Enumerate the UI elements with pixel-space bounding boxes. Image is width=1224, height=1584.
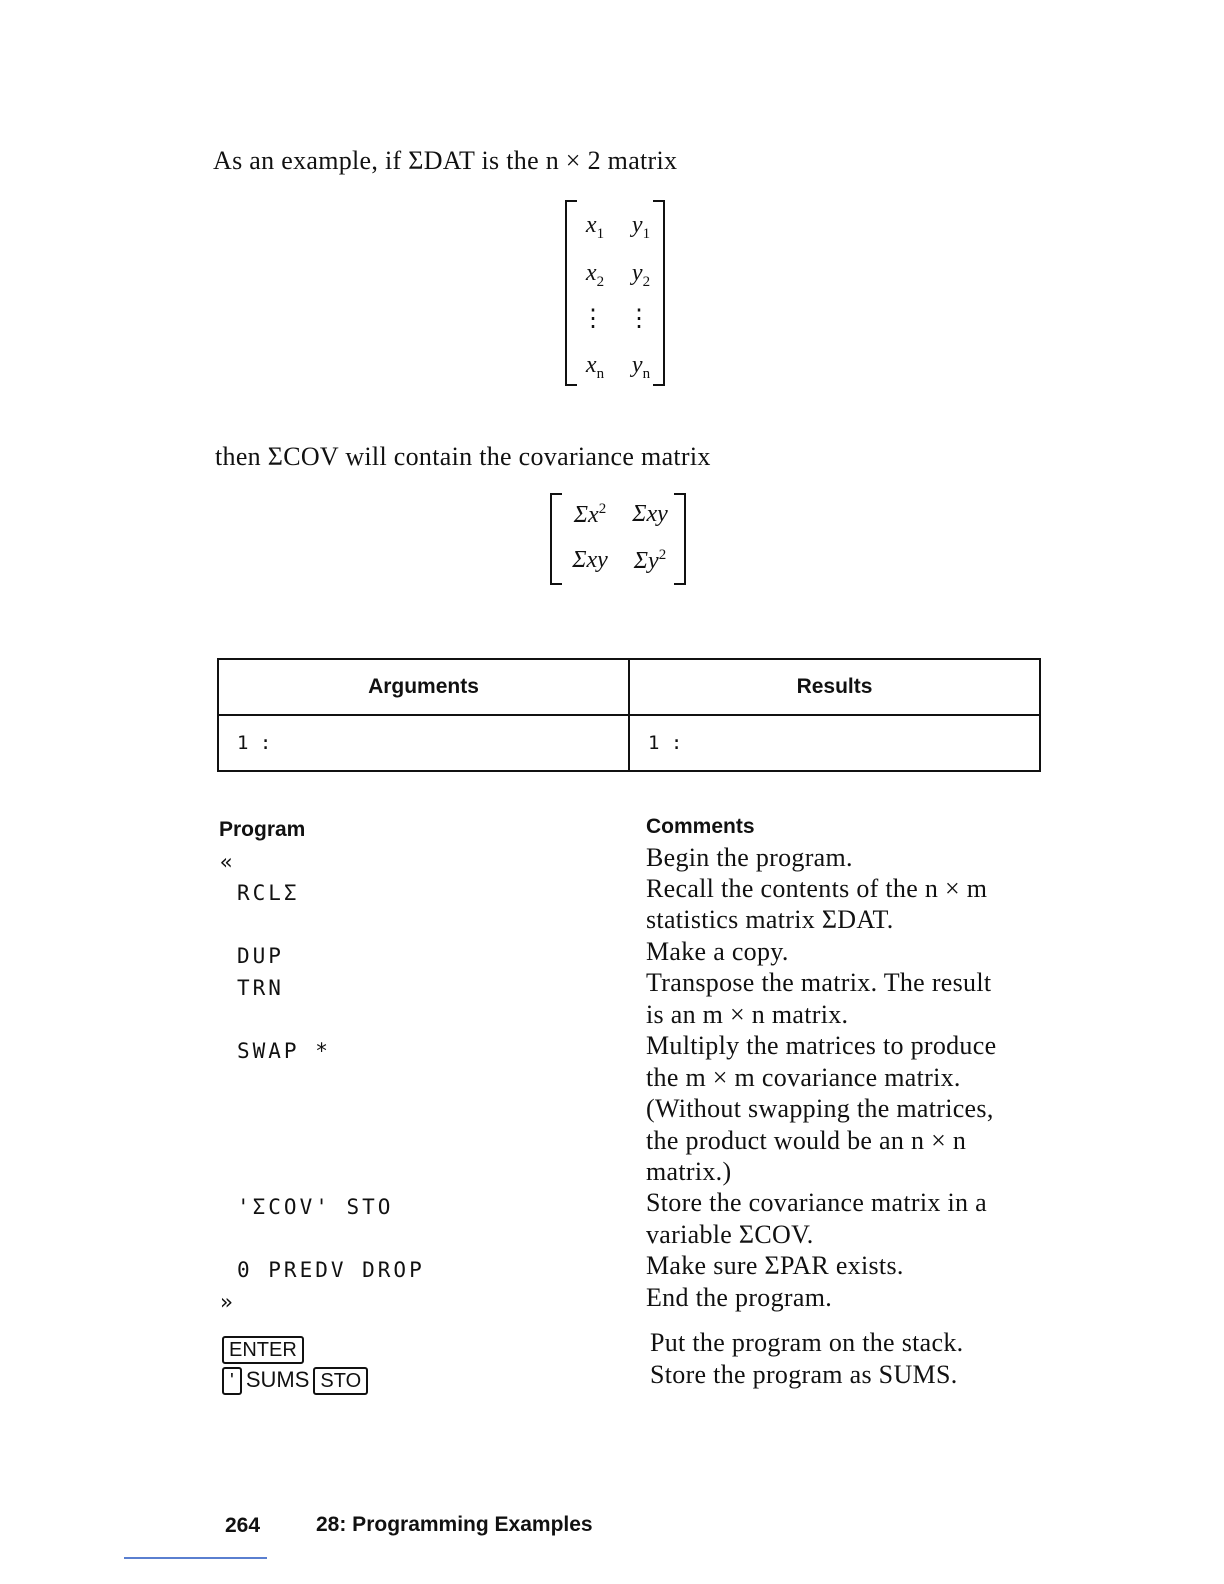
comment-line: Transpose the matrix. The result (646, 968, 992, 997)
keystroke-sto-row (222, 1367, 368, 1395)
comment-line: End the program. (646, 1283, 833, 1312)
program-heading: Program (219, 818, 306, 841)
matrix-cell-x2: $x_2$ (585, 260, 605, 290)
cov-cell-sum-xy-top: Σxy (632, 501, 668, 527)
data-matrix (565, 200, 665, 386)
comment-line: Begin the program. (646, 843, 853, 872)
sums-name: SUMS (245, 1367, 310, 1392)
program-begin: « (220, 850, 236, 874)
comment-line: Make a copy. (646, 937, 789, 966)
enter-comment: Put the program on the stack. (650, 1328, 964, 1357)
matrix-cell-y2: $y_2$ (631, 260, 651, 290)
comment-line: Store the covariance matrix in a (646, 1188, 987, 1217)
comment-line: the product would be an n × n (646, 1126, 967, 1155)
left-bracket (550, 493, 562, 585)
comment-line: matrix.) (646, 1157, 732, 1186)
results-header: Results (629, 659, 1040, 715)
comment-line: is an m × n matrix. (646, 1000, 849, 1029)
matrix-vdots-right: ⋮ (627, 306, 651, 332)
argument-level-1: 1 : (218, 715, 629, 771)
program-line-sto: 'ΣCOV' STO (237, 1195, 394, 1219)
page-number: 264 (225, 1514, 261, 1537)
comment-line: Recall the contents of the n × m (646, 874, 988, 903)
result-level-1: 1 : (629, 715, 1040, 771)
program-end: » (220, 1290, 236, 1314)
program-line-swap: SWAP * (237, 1039, 331, 1063)
matrix-cell-x1: $x_1$ (585, 212, 605, 242)
comment-line: (Without swapping the matrices, (646, 1094, 994, 1123)
comment-line: Multiply the matrices to produce (646, 1031, 997, 1060)
sto-key: STO (313, 1367, 368, 1395)
comment-line: the m × m covariance matrix. (646, 1063, 961, 1092)
keystroke-enter-row (222, 1336, 304, 1364)
sto-comment: Store the program as SUMS. (650, 1360, 958, 1389)
cov-cell-sum-x2: $\Sigma x^2$ (573, 501, 607, 528)
program-line-trn: TRN (237, 976, 284, 1000)
scan-edge-line (124, 1557, 267, 1559)
chapter-title: 28: Programming Examples (316, 1513, 593, 1536)
intro-line-1: As an example, if ΣDAT is the n × 2 matrix (213, 146, 678, 175)
cov-cell-sum-xy-bottom: Σxy (572, 547, 608, 573)
arguments-results-table (217, 658, 1041, 772)
program-line-rcl: RCLΣ (237, 881, 300, 905)
enter-key: ENTER (222, 1336, 304, 1364)
matrix-vdots-left: ⋮ (581, 306, 605, 332)
matrix-cell-yn: $y_n$ (631, 352, 651, 382)
comment-line: Make sure ΣPAR exists. (646, 1251, 904, 1280)
tick-key: ' (222, 1367, 242, 1395)
comment-line: variable ΣCOV. (646, 1220, 814, 1249)
arguments-header: Arguments (218, 659, 629, 715)
intro-line-2: then ΣCOV will contain the covariance matrix (215, 442, 711, 471)
comment-line: statistics matrix ΣDAT. (646, 905, 894, 934)
covariance-matrix (550, 493, 686, 585)
comments-heading: Comments (646, 815, 755, 838)
matrix-cell-xn: $x_n$ (585, 352, 605, 382)
program-line-predv: 0 PREDV DROP (237, 1258, 425, 1282)
matrix-cell-y1: $y_1$ (631, 212, 651, 242)
cov-cell-sum-y2: $\Sigma y^2$ (633, 547, 667, 574)
program-line-dup: DUP (237, 944, 284, 968)
